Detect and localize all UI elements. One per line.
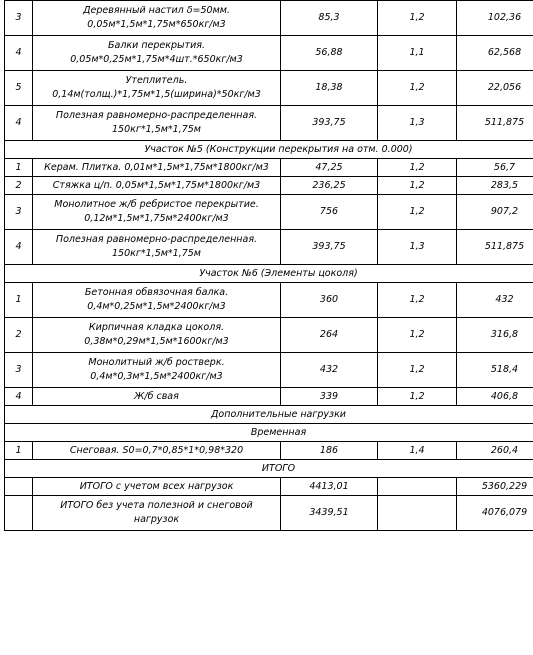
- description-line: 150кг*1,5м*1,75м: [112, 124, 201, 135]
- description-line: Утеплитель.: [125, 75, 188, 86]
- table-row: [5, 353, 533, 388]
- description-line: 150кг*1,5м*1,75м: [112, 248, 201, 259]
- load-description: [33, 195, 281, 230]
- normative-load: 18,38: [281, 71, 378, 106]
- reliability-factor: 1,2: [378, 353, 457, 388]
- design-load: 283,5: [457, 177, 533, 195]
- row-number: 4: [5, 106, 33, 141]
- table-row: [5, 496, 533, 531]
- table-row: [5, 478, 533, 496]
- reliability-factor: [378, 478, 457, 496]
- load-description: [33, 442, 281, 460]
- table-row: [5, 71, 533, 106]
- description-line: Монолитный ж/б ростверк.: [88, 357, 225, 368]
- description-line: Керам. Плитка. 0,01м*1,5м*1,75м*1800кг/м3: [44, 161, 269, 173]
- load-description: [33, 230, 281, 265]
- load-description: [33, 353, 281, 388]
- section-header-row: [5, 460, 533, 478]
- reliability-factor: 1,2: [378, 388, 457, 406]
- section-header-row: [5, 406, 533, 424]
- normative-load: 393,75: [281, 230, 378, 265]
- reliability-factor: 1,2: [378, 195, 457, 230]
- description-line: Кирпичная кладка цоколя.: [88, 322, 225, 333]
- table-row: [5, 388, 533, 406]
- normative-load: 56,88: [281, 36, 378, 71]
- reliability-factor: 1,2: [378, 159, 457, 177]
- reliability-factor: 1,2: [378, 71, 457, 106]
- reliability-factor: [378, 496, 457, 531]
- design-load: 511,875: [457, 106, 533, 141]
- design-load: 62,568: [457, 36, 533, 71]
- description-line: Снеговая. S0=0,7*0,85*1*0,98*320: [69, 444, 244, 456]
- design-load: 406,8: [457, 388, 533, 406]
- description-line: 0,14м(толщ.)*1,75м*1,5(ширина)*50кг/м3: [52, 89, 261, 100]
- description-line: Полезная равномерно-распределенная.: [55, 234, 258, 245]
- design-load: 432: [457, 283, 533, 318]
- reliability-factor: 1,2: [378, 1, 457, 36]
- section-header-row: [5, 424, 533, 442]
- reliability-factor: 1,1: [378, 36, 457, 71]
- normative-load: 264: [281, 318, 378, 353]
- normative-load: 4413,01: [281, 478, 378, 496]
- description-line: 0,38м*0,29м*1,5м*1600кг/м3: [84, 336, 229, 347]
- normative-load: 47,25: [281, 159, 378, 177]
- design-load: 907,2: [457, 195, 533, 230]
- description-line: нагрузок: [133, 514, 180, 525]
- section-title: Временная: [5, 424, 533, 442]
- row-number: 1: [5, 283, 33, 318]
- description-line: Деревянный настил δ=50мм.: [83, 5, 230, 16]
- row-number: [5, 496, 33, 531]
- design-load: 102,36: [457, 1, 533, 36]
- load-description: [33, 478, 281, 496]
- row-number: 3: [5, 1, 33, 36]
- normative-load: 236,25: [281, 177, 378, 195]
- section-title: Дополнительные нагрузки: [5, 406, 533, 424]
- row-number: 5: [5, 71, 33, 106]
- design-load: 518,4: [457, 353, 533, 388]
- section-header-row: [5, 265, 533, 283]
- description-line: Балки перекрытия.: [108, 40, 205, 51]
- table-row: [5, 230, 533, 265]
- normative-load: 360: [281, 283, 378, 318]
- load-description: [33, 177, 281, 195]
- load-description: [33, 106, 281, 141]
- table-row: [5, 318, 533, 353]
- description-line: Ж/б свая: [134, 390, 179, 402]
- design-load: 511,875: [457, 230, 533, 265]
- reliability-factor: 1,3: [378, 106, 457, 141]
- row-number: [5, 478, 33, 496]
- section-title: Участок №6 (Элементы цоколя): [5, 265, 533, 283]
- description-line: Бетонная обвязочная балка.: [84, 287, 229, 298]
- table-row: [5, 283, 533, 318]
- normative-load: 186: [281, 442, 378, 460]
- row-number: 2: [5, 318, 33, 353]
- description-line: Полезная равномерно-распределенная.: [55, 110, 258, 121]
- description-line: 0,4м*0,25м*1,5м*2400кг/м3: [87, 301, 226, 312]
- row-number: 4: [5, 388, 33, 406]
- normative-load: 85,3: [281, 1, 378, 36]
- description-line: 0,05м*0,25м*1,75м*4шт.*650кг/м3: [70, 54, 243, 65]
- description-line: 0,05м*1,5м*1,75м*650кг/м3: [87, 19, 226, 30]
- load-description: [33, 388, 281, 406]
- section-title: ИТОГО: [5, 460, 533, 478]
- description-line: Монолитное ж/б ребристое перекрытие.: [54, 199, 259, 210]
- reliability-factor: 1,2: [378, 177, 457, 195]
- design-load: 4076,079: [457, 496, 533, 531]
- row-number: 1: [5, 442, 33, 460]
- loads-table: [4, 0, 533, 531]
- reliability-factor: 1,4: [378, 442, 457, 460]
- section-header-row: [5, 141, 533, 159]
- row-number: 3: [5, 195, 33, 230]
- row-number: 1: [5, 159, 33, 177]
- normative-load: 3439,51: [281, 496, 378, 531]
- description-line: 0,12м*1,5м*1,75м*2400кг/м3: [84, 213, 229, 224]
- design-load: 22,056: [457, 71, 533, 106]
- table-row: [5, 36, 533, 71]
- table-row: [5, 442, 533, 460]
- normative-load: 393,75: [281, 106, 378, 141]
- description-line: ИТОГО с учетом всех нагрузок: [79, 480, 234, 492]
- description-line: Стяжка ц/п. 0,05м*1,5м*1,75м*1800кг/м3: [52, 179, 261, 191]
- design-load: 260,4: [457, 442, 533, 460]
- row-number: 4: [5, 230, 33, 265]
- table-row: [5, 1, 533, 36]
- normative-load: 432: [281, 353, 378, 388]
- load-description: [33, 36, 281, 71]
- table-row: [5, 106, 533, 141]
- row-number: 3: [5, 353, 33, 388]
- load-description: [33, 159, 281, 177]
- description-line: 0,4м*0,3м*1,5м*2400кг/м3: [90, 371, 223, 382]
- load-description: [33, 496, 281, 531]
- row-number: 4: [5, 36, 33, 71]
- load-description: [33, 318, 281, 353]
- normative-load: 756: [281, 195, 378, 230]
- normative-load: 339: [281, 388, 378, 406]
- description-line: ИТОГО без учета полезной и снеговой: [60, 500, 253, 511]
- reliability-factor: 1,2: [378, 283, 457, 318]
- table-row: [5, 195, 533, 230]
- load-description: [33, 71, 281, 106]
- table-row: [5, 177, 533, 195]
- reliability-factor: 1,2: [378, 318, 457, 353]
- design-load: 56,7: [457, 159, 533, 177]
- design-load: 316,8: [457, 318, 533, 353]
- row-number: 2: [5, 177, 33, 195]
- design-load: 5360,229: [457, 478, 533, 496]
- load-description: [33, 283, 281, 318]
- section-title: Участок №5 (Конструкции перекрытия на отм. 0.000): [5, 141, 533, 159]
- table-row: [5, 159, 533, 177]
- reliability-factor: 1,3: [378, 230, 457, 265]
- load-description: [33, 1, 281, 36]
- loads-table-body: [5, 1, 533, 531]
